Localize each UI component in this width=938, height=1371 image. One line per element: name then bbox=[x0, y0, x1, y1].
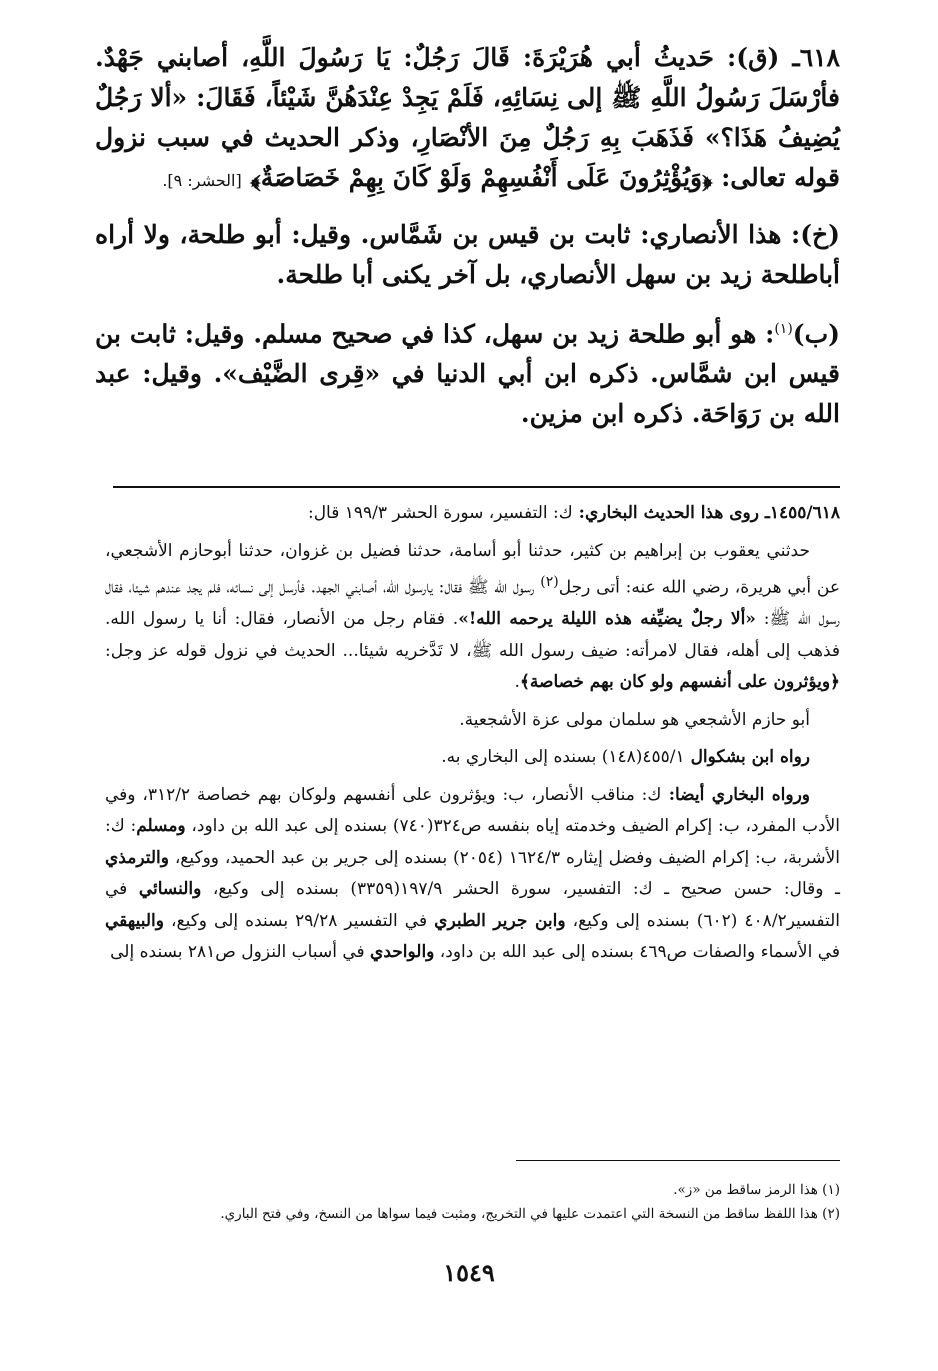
isnad-text-cont: رسول الله ﷺ فقال: يارسول الله، أصابني الجهد. فأرسل إلى نسائه، فلم يجد عندهم شيئا، فقال رسول الله ﷺ: bbox=[105, 577, 841, 630]
commentary-paragraph-bashkuwal bbox=[105, 742, 840, 774]
commentary-section bbox=[105, 498, 840, 975]
source-prefix: (ب) bbox=[792, 319, 840, 349]
quran-reference: [الحشر: ٩]. bbox=[162, 171, 242, 190]
commentary-paragraph-isnad bbox=[105, 536, 840, 699]
source-nasai: والنسائي bbox=[138, 879, 202, 900]
footnotes bbox=[110, 1178, 840, 1226]
period: . bbox=[514, 672, 520, 693]
main-paragraph-ibn-bashkuwal bbox=[95, 309, 840, 434]
source-text-f: في الأسماء والصفات ص٤٦٩ بسنده إلى عبد الله بن داود، bbox=[434, 942, 840, 963]
source-bukhari: ورواه البخاري أيضا: bbox=[661, 784, 810, 805]
footnote-1: (١) هذا الرمز ساقط من «ز». bbox=[673, 1182, 840, 1198]
page-number: ١٥٤٩ bbox=[443, 1258, 495, 1287]
main-paragraph-khateeb: (خ): هذا الأنصاري: ثابت بن قيس بن شَمَّاس. وقيل: أبو طلحة، ولا أراه أباطلحة زيد بن سهل الأنصاري، بل آخر يكنى أبا طلحة. bbox=[95, 220, 840, 289]
source-tirmidhi: والترمذي bbox=[105, 847, 169, 868]
isnad-text: حدثني يعقوب بن إبراهيم بن كثير، حدثنا أبو أسامة، حدثنا فضيل بن غزوان، حدثنا أبوحازم الأشجعي، عن أبي هريرة، رضي الله عنه: أتى رجل bbox=[105, 540, 840, 598]
source-text-d: في التفسير٤٠٨/٢ (٦٠٢) بسنده إلى وكيع، bbox=[105, 879, 840, 931]
quran-verse: ﴿ويؤثرون على أنفسهم ولو كان بهم خصاصة﴾ bbox=[519, 672, 840, 693]
commentary-paragraph-sources bbox=[105, 780, 840, 969]
source-text-g: في أسباب النزول ص٢٨١ بسنده إلى bbox=[110, 942, 371, 963]
source-text: : هو أبو طلحة زيد بن سهل، كذا في صحيح مسلم. وقيل: ثابت بن قيس ابن شمَّاس. ذكره ابن أبي الدنيا في «قِرى الضَّيْف». وقيل: عبد الله بن رَوَاحَة. ذكره ابن مزين. bbox=[95, 319, 840, 429]
footnote-marker-2: (٢) bbox=[540, 574, 559, 590]
prophet-quote: «ألا رجلٌ يضيِّفه هذه الليلة يرحمه الله!» bbox=[458, 609, 756, 630]
commentary-heading-rest: ك: التفسير، سورة الحشر ١٩٩/٣ قال: bbox=[307, 503, 573, 523]
bashkuwal-text: ٤٥٥/١(١٤٨) بسنده إلى البخاري به. bbox=[441, 747, 685, 768]
source-wahidi: والواحدي bbox=[370, 942, 435, 963]
hadith-text: ٦١٨ـ (ق): حَديثُ أبي هُرَيْرَةَ: قَالَ رَجُلٌ: يَا رَسُولَ اللَّهِ، أصابني جَهْدٌ. فأرْسَلَ رَسُولُ اللَّهِ ﷺ إلى نِسَائِهِ، فَلَمْ يَجِدْ عِنْدَهُنَّ شَيْئاً، فَقَالَ: «ألا رَجُلٌ يُضِيفُ هَذَا؟» فَذَهَبَ بِهِ رَجُلٌ مِنَ الأنْصَارِ، وذكر الحديث في سبب نزول قوله تعالى: ﴿وَيُؤْثِرُونَ عَلَى أَنْفُسِهِمْ وَلَوْ كَانَ بِهِمْ خَصَاصَةٌ﴾ bbox=[95, 43, 840, 192]
source-bayhaqi: والبيهقي bbox=[105, 910, 164, 931]
source-tabari: وابن جرير الطبري bbox=[434, 910, 566, 931]
isnad-text-cont-2: . فقام رجل من الأنصار، فقال: أنا يا رسول الله. فذهب إلى أهله، فقال لامرأته: ضيف رسول الله ﷺ، لا تَدَّخريه شيئا... الحديث في نزول قوله عز وجل: bbox=[105, 609, 840, 661]
footnote-2: (٢) هذا اللفظ ساقط من النسخة التي اعتمدت عليها في التخريج، ومثبت فيما سواها من النسخ، وفي فتح الباري. bbox=[220, 1206, 840, 1222]
source-text-c: ـ وقال: حسن صحيح ـ ك: التفسير، سورة الحشر ١٩٧/٩(٣٣٥٩) بسنده إلى وكيع، bbox=[201, 879, 840, 900]
section-divider bbox=[113, 486, 840, 488]
commentary-paragraph-narrator: أبو حازم الأشجعي هو سلمان مولى عزة الأشجعية. bbox=[459, 709, 810, 730]
main-text bbox=[95, 38, 840, 448]
source-text-e: في التفسير ٢٩/٢٨ بسنده إلى وكيع، bbox=[163, 910, 435, 931]
commentary-heading bbox=[105, 498, 840, 530]
source-text-a: ك: مناقب الأنصار، ب: ويؤثرون على أنفسهم ولوكان بهم خصاصة ٣١٢/٢، وفي الأدب المفرد، ب: إكرام الضيف وخدمته إياه بنفسه ص٣٢٤(٧٤٠) بسنده إلى عبد الله بن داود، bbox=[105, 784, 840, 837]
commentary-heading-bold: ١٤٥٥/٦١٨ـ روى هذا الحديث البخاري: bbox=[572, 503, 840, 523]
footnote-marker: (١) bbox=[774, 321, 793, 337]
main-paragraph-hadith bbox=[95, 38, 840, 201]
bashkuwal-label: رواه ابن بشكوال bbox=[684, 747, 810, 768]
footnote-divider bbox=[516, 1160, 840, 1161]
source-text-b: : ك: الأشربة، ب: إكرام الضيف وفضل إيثاره ١٦٢٤/٣ (٢٠٥٤) بسنده إلى جرير بن عبد الحميد، ووكيع، bbox=[105, 816, 840, 868]
source-muslim: ومسلم bbox=[136, 816, 186, 837]
